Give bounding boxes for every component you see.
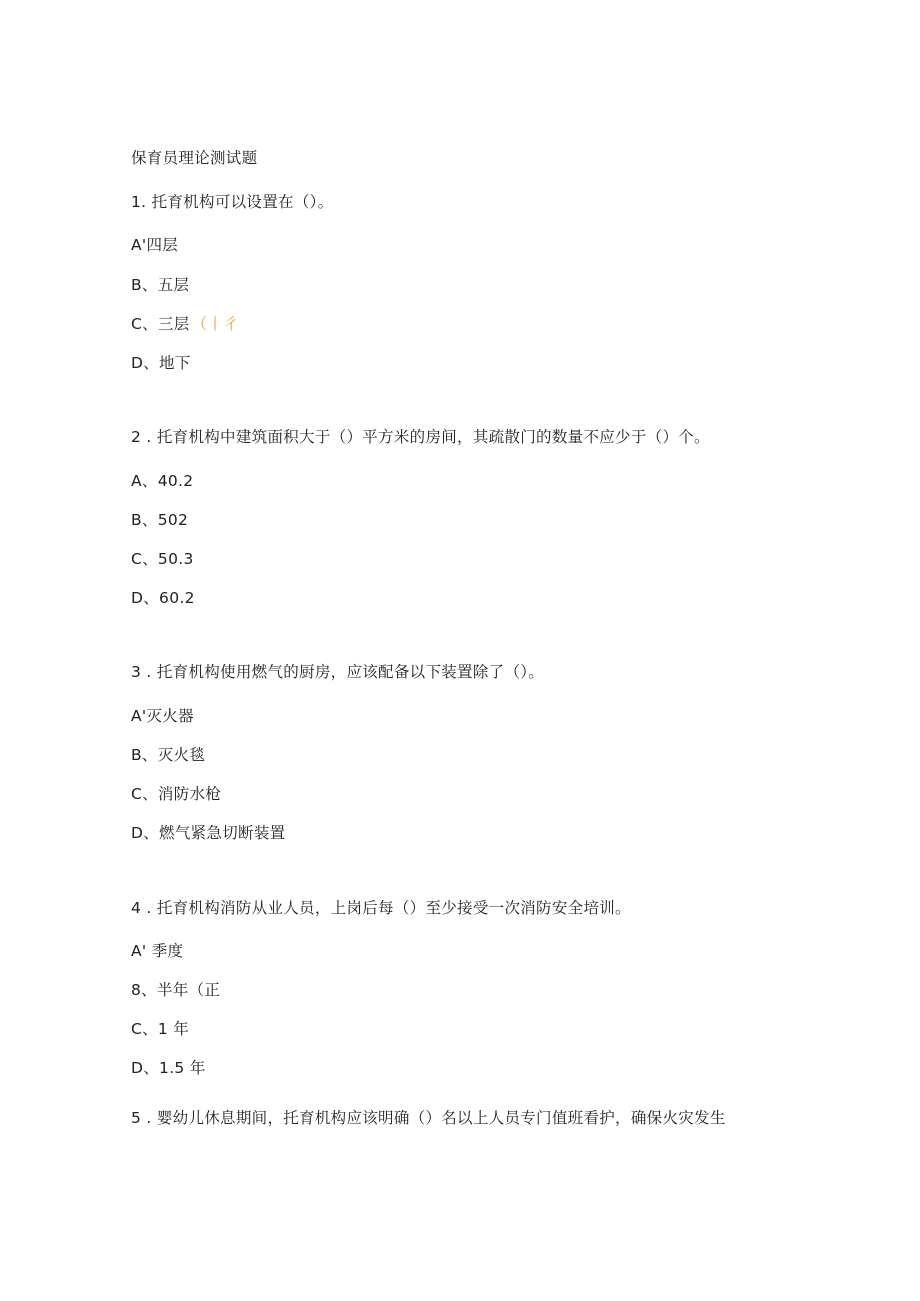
question-4-stem: 4 . 托育机构消防从业人员，上岗后每（）至少接受一次消防安全培训。 bbox=[131, 899, 631, 917]
question-4-option-c: C、1 年 bbox=[131, 1020, 190, 1038]
question-4-option-a: A' 季度 bbox=[131, 942, 184, 960]
question-2-option-d: D、60.2 bbox=[131, 589, 195, 607]
answer-mark: （丨彳 bbox=[191, 315, 239, 333]
question-3-option-c: C、消防水枪 bbox=[131, 785, 222, 803]
question-4-option-d: D、1.5 年 bbox=[131, 1059, 206, 1077]
question-5-stem: 5 . 婴幼儿休息期间，托育机构应该明确（）名以上人员专门值班看护，确保火灾发生 bbox=[131, 1109, 726, 1127]
document-title: 保育员理论测试题 bbox=[131, 149, 258, 167]
question-3-option-b: B、灭火毯 bbox=[131, 746, 206, 764]
question-3-stem: 3 . 托育机构使用燃气的厨房，应该配备以下装置除了（）。 bbox=[131, 663, 545, 681]
question-2-option-b: B、502 bbox=[131, 511, 189, 529]
question-4-option-b: 8、半年（正 bbox=[131, 981, 221, 999]
question-1-option-a: A'四层 bbox=[131, 236, 179, 254]
question-1-option-b: B、五层 bbox=[131, 276, 190, 294]
question-1-option-d: D、地下 bbox=[131, 354, 191, 372]
question-1-stem: 1. 托育机构可以设置在（）。 bbox=[131, 193, 334, 211]
question-3-option-d: D、燃气紧急切断装置 bbox=[131, 824, 286, 842]
question-3-option-a: A'灭火器 bbox=[131, 707, 194, 725]
question-1-option-c-row bbox=[131, 314, 239, 334]
question-1-option-c: C、三层 bbox=[131, 315, 190, 333]
question-2-option-c: C、50.3 bbox=[131, 550, 194, 568]
question-2-option-a: A、40.2 bbox=[131, 472, 194, 490]
question-2-stem: 2 . 托育机构中建筑面积大于（）平方米的房间，其疏散门的数量不应少于（）个。 bbox=[131, 428, 710, 446]
